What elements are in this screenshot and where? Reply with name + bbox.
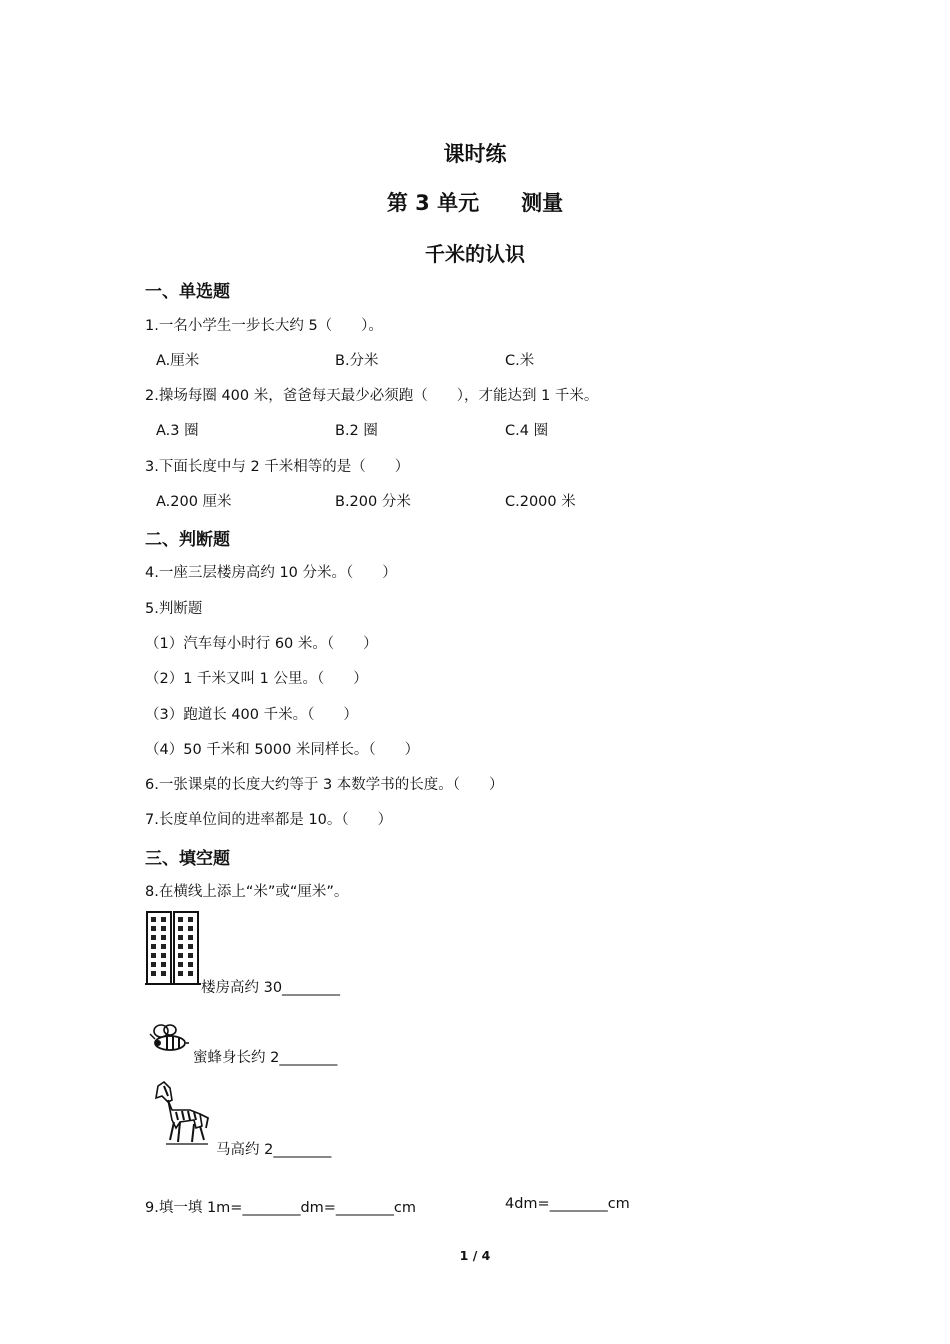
question-5-item-4: （4）50 千米和 5000 米同样长。（ ） (145, 742, 420, 758)
section-heading-true-false: 二、判断题 (145, 530, 230, 550)
unit-title: 第 3 单元 测量 (386, 191, 564, 215)
question-1-option-a: A.厘米 (156, 353, 200, 369)
question-1-option-b: B.分米 (335, 353, 379, 369)
question-2-option-b: B.2 圈 (335, 423, 378, 439)
question-8-stem: 8.在横线上添上“米”或“厘米”。 (145, 884, 349, 900)
question-3-option-c: C.2000 米 (505, 494, 576, 510)
question-9-right: 4dm=________cm (505, 1196, 630, 1212)
question-3-option-b: B.200 分米 (335, 494, 411, 510)
question-5-item-1: （1）汽车每小时行 60 米。（ ） (145, 636, 378, 652)
question-3-option-a: A.200 厘米 (156, 494, 232, 510)
page-title: 课时练 (443, 142, 507, 166)
question-8-horse-blank: 马高约 2________ (216, 1142, 332, 1158)
question-9-left: 9.填一填 1m=________dm=________cm (145, 1200, 417, 1216)
question-5-item-3: （3）跑道长 400 千米。（ ） (145, 707, 358, 723)
question-7: 7.长度单位间的进率都是 10。（ ） (145, 812, 393, 828)
question-1-option-c: C.米 (505, 353, 535, 369)
question-2-option-a: A.3 圈 (156, 423, 199, 439)
question-6: 6.一张课桌的长度大约等于 3 本数学书的长度。（ ） (145, 777, 504, 793)
section-heading-single-choice: 一、单选题 (145, 282, 230, 302)
page-number: 1 / 4 (459, 1248, 491, 1263)
question-3-stem: 3.下面长度中与 2 千米相等的是（ ） (145, 459, 410, 475)
question-1-stem: 1.一名小学生一步长大约 5（ ）。 (145, 318, 383, 334)
bee-illustration (148, 1022, 190, 1056)
question-2-option-c: C.4 圈 (505, 423, 549, 439)
lesson-title: 千米的认识 (425, 242, 525, 266)
section-heading-fill-blank: 三、填空题 (145, 849, 230, 869)
building-illustration (145, 910, 201, 986)
horse-illustration (150, 1080, 212, 1150)
question-4: 4.一座三层楼房高约 10 分米。（ ） (145, 565, 397, 581)
question-8-building-blank: 楼房高约 30________ (201, 980, 341, 996)
question-5-item-2: （2）1 千米又叫 1 公里。（ ） (145, 671, 368, 687)
question-8-bee-blank: 蜜蜂身长约 2________ (193, 1050, 338, 1066)
question-2-stem: 2.操场每圈 400 米，爸爸每天最少必须跑（ ），才能达到 1 千米。 (145, 388, 599, 404)
question-5-stem: 5.判断题 (145, 601, 203, 617)
